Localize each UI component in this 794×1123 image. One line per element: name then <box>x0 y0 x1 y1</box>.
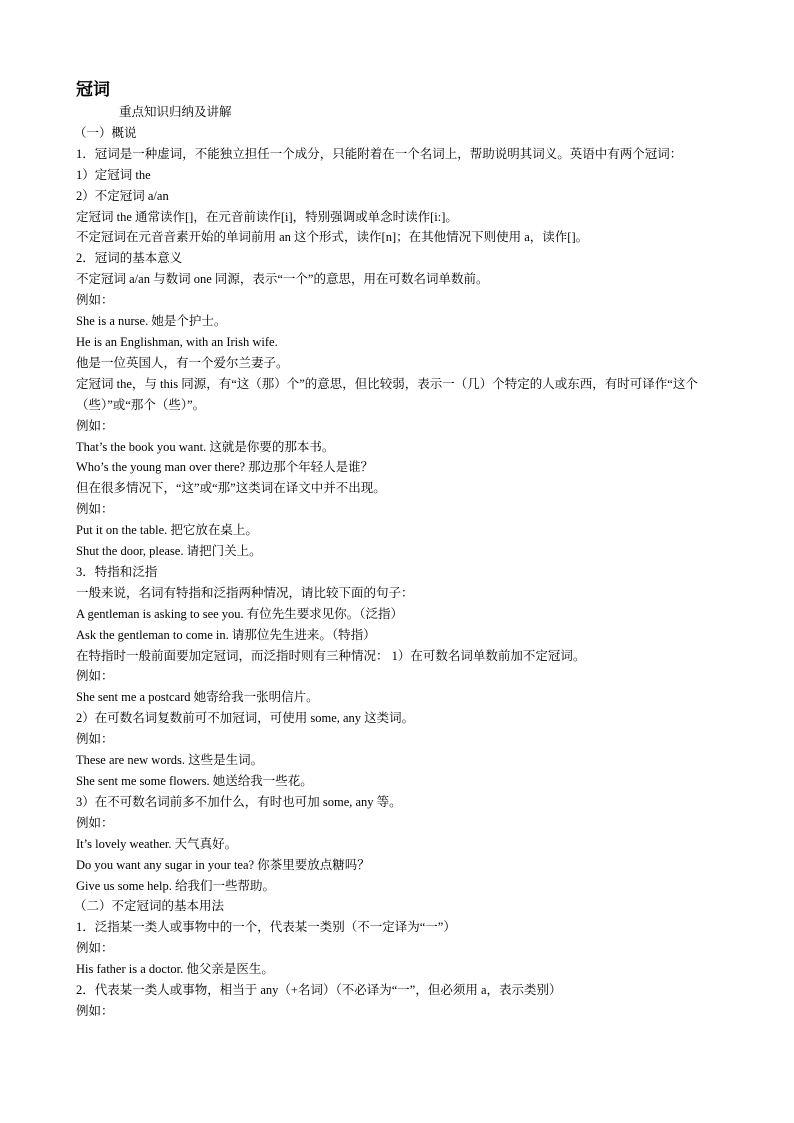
example-sentence: These are new words. 这些是生词。 <box>76 753 264 768</box>
paragraph: 定冠词 the，与 this 同源，有“这（那）个”的意思，但比较弱，表示一（几）个特定的人或东西，有时可译作“这个（些）”或“那个（些）”。 <box>76 376 698 412</box>
paragraph: 一般来说，名词有特指和泛指两种情况，请比较下面的句子： <box>76 585 414 600</box>
section-heading: （二）不定冠词的基本用法 <box>74 899 225 914</box>
example-label: 例如： <box>76 669 114 684</box>
page-subtitle: 重点知识归纳及讲解 <box>119 105 232 119</box>
example-translation: 他是一位英国人，有一个爱尔兰妻子。 <box>76 355 289 370</box>
example-label: 例如： <box>76 941 114 956</box>
example-sentence: His father is a doctor. 他父亲是医生。 <box>76 962 274 977</box>
example-sentence: It’s lovely weather. 天气真好。 <box>76 836 238 851</box>
paragraph: 定冠词 the 通常读作[]，在元音前读作[i]，特别强调或单念时读作[i:]。 <box>76 209 458 224</box>
section-heading: 1．泛指某一类人或事物中的一个，代表某一类别（不一定译为“一”） <box>76 920 456 935</box>
list-item: 1）定冠词 the <box>76 167 151 182</box>
section-heading: （一）概说 <box>74 125 137 140</box>
example-label: 例如： <box>76 502 114 517</box>
example-label: 例如： <box>76 732 114 747</box>
list-item: 3）在不可数名词前多不加什么，有时也可加 some, any 等。 <box>76 794 402 809</box>
example-sentence: She sent me a postcard 她寄给我一张明信片。 <box>76 690 319 705</box>
page-title: 冠词 <box>76 80 110 100</box>
example-label: 例如： <box>76 293 114 308</box>
list-item: 2）在可数名词复数前可不加冠词，可使用 some, any 这类词。 <box>76 711 415 726</box>
document-page <box>76 78 724 1022</box>
example-sentence: She is a nurse. 她是个护士。 <box>76 314 227 329</box>
example-sentence: A gentleman is asking to see you. 有位先生要求见你。（泛指） <box>76 606 404 621</box>
paragraph: 但在很多情况下，“这”或“那”这类词在译文中并不出现。 <box>76 481 386 496</box>
paragraph: 不定冠词在元音音素开始的单词前用 an 这个形式，读作[n]；在其他情况下则使用 a，读作[]。 <box>76 230 589 245</box>
section-heading: 2．冠词的基本意义 <box>76 251 183 266</box>
section-heading: 2．代表某一类人或事物，相当于 any（+名词）（不必译为“一”，但必须用 a，表示类别） <box>76 983 562 998</box>
example-sentence: Who’s the young man over there? 那边那个年轻人是谁？ <box>76 460 374 475</box>
paragraph: 不定冠词 a/an 与数词 one 同源，表示“一个”的意思，用在可数名词单数前。 <box>76 272 489 287</box>
list-item: 2）不定冠词 a/an <box>76 188 169 203</box>
example-sentence: Ask the gentleman to come in. 请那位先生进来。（特指） <box>76 627 376 642</box>
example-sentence: Do you want any sugar in your tea? 你茶里要放点糖吗？ <box>76 857 370 872</box>
paragraph: 1．冠词是一种虚词，不能独立担任一个成分，只能附着在一个名词上，帮助说明其词义。英语中有两个冠词： <box>76 146 683 161</box>
example-sentence: Shut the door, please. 请把门关上。 <box>76 544 262 559</box>
section-heading: 3．特指和泛指 <box>76 564 158 579</box>
example-sentence: He is an Englishman, with an Irish wife. <box>76 334 278 349</box>
example-sentence: She sent me some flowers. 她送给我一些花。 <box>76 774 313 788</box>
example-sentence: That’s the book you want. 这就是你要的那本书。 <box>76 439 335 454</box>
example-sentence: Give us some help. 给我们一些帮助。 <box>76 878 275 893</box>
example-label: 例如： <box>76 815 114 830</box>
paragraph: 在特指时一般前面要加定冠词，而泛指时则有三种情况： 1）在可数名词单数前加不定冠词。 <box>76 648 586 663</box>
example-label: 例如： <box>76 418 114 433</box>
example-label: 例如： <box>76 1003 114 1018</box>
example-sentence: Put it on the table. 把它放在桌上。 <box>76 523 258 538</box>
